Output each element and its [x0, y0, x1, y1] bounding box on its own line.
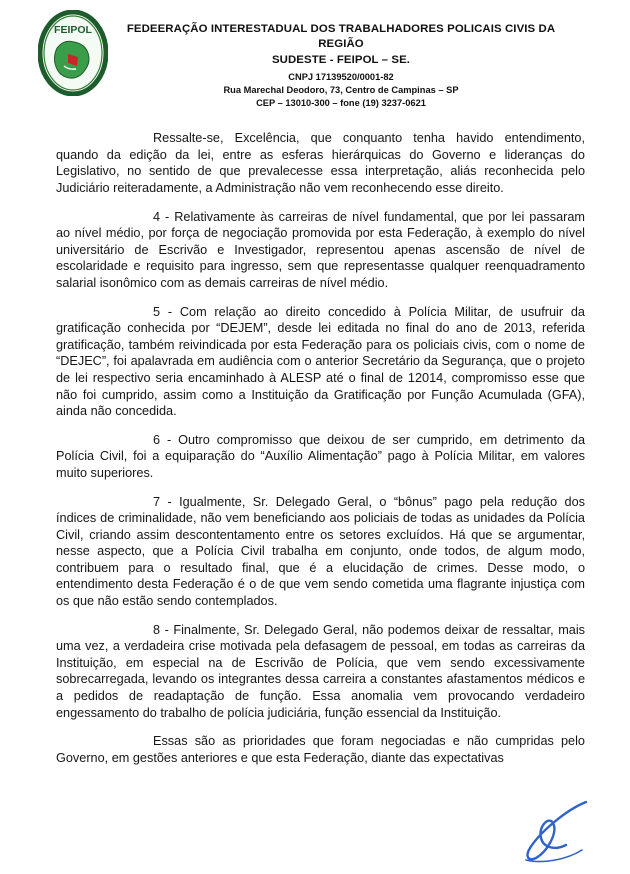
org-address: Rua Marechal Deodoro, 73, Centro de Campinas – SP — [223, 85, 459, 96]
paragraph-2: 4 - Relativamente às carreiras de nível fundamental, que por lei passaram ao nível médio, por força de negociação promovida por esta Federação, à exemplo do nível universitário de Escrivão e Investigador, representou apenas ascensão de nível de escolaridade e requisito para ingresso, sem que representasse qualquer reenquadramento salarial isonômico com as demais carreiras de nível médio. — [56, 209, 585, 290]
paragraph-7: Essas são as prioridades que foram negociadas e não cumpridas pelo Governo, em gestões anteriores e que esta Federação, diante das expectativas — [56, 734, 585, 765]
paragraph-6: 8 - Finalmente, Sr. Delegado Geral, não podemos deixar de ressaltar, mais uma vez, a verdadeira crise motivada pela defasagem de pessoal, em todas as carreiras da Instituição, em especial na de Escrivão de Polícia, que vem sendo excessivamente sobrecarregada, levando os integrantes dessa carreira a constantes afastamentos médicos e a pedidos de readaptação de função. Essa anomalia vem provocando verdadeiro engessamento do trabalho de polícia judiciária, função essencial da Instituição. — [56, 622, 585, 720]
paragraph-1: Ressalte-se, Excelência, que conquanto tenha havido entendimento, quando da edição da lei, entre as esferas hierárquicas do Governo e lideranças do Legislativo, no sentido de que prevalecesse essa interpretação, aliás reconhecida pelo Judiciário reiteradamente, a Administração não vem reconhecendo esse direito. — [56, 131, 585, 195]
paragraph-5: 7 - Igualmente, Sr. Delegado Geral, o “bônus” pago pela redução dos índices de criminalidade, não vem beneficiando aos policiais de todas as unidades da Polícia Civil, criando assim descontentamento entre os setores excluídos. Há que se argumentar, nesse aspecto, que a Polícia Civil trabalha em conjunto, onde todos, de algum modo, contribuem para o resultado final, que é a elucidação de crimes. Desse modo, o entendimento desta Federação é o de que vem sendo cometida uma flagrante injustiça com os que não estão sendo contemplados. — [56, 494, 585, 609]
header-text-block — [112, 8, 600, 110]
document-header — [0, 0, 630, 110]
org-cnpj: CNPJ 17139520/0001-82 — [288, 72, 394, 83]
signature — [482, 798, 602, 868]
feipol-logo-icon — [38, 10, 108, 96]
document-body — [0, 110, 630, 766]
signature-stroke-icon — [482, 798, 602, 868]
org-name-line2: SUDESTE - FEIPOL – SE. — [271, 53, 411, 66]
paragraph-4: 6 - Outro compromisso que deixou de ser cumprido, em detrimento da Polícia Civil, foi a equiparação do “Auxílio Alimentação” pago à Polícia Militar, em valores muito superiores. — [56, 432, 585, 480]
feipol-logo — [38, 8, 112, 101]
org-cep-phone: CEP – 13010-300 – fone (19) 3237-0621 — [256, 98, 426, 109]
logo-text: FEIPOL — [54, 24, 92, 36]
paragraph-3: 5 - Com relação ao direito concedido à Polícia Militar, de usufruir da gratificação conhecida por “DEJEM”, desde lei editada no final do ano de 2013, referida gratificação, também reivindicada por esta Federação para os policiais civis, com o nome de “DEJEC”, foi apalavrada em audiência com o anterior Secretário da Segurança, que o projeto de lei respectivo seria encaminhado à ALESP até o final de 12014, compromisso esse que não foi cumprido, assim como a Instituição da Gratificação por Função Acumulada (GFA), ainda não concedida. — [56, 304, 585, 419]
org-name-line1: FEDEERAÇÃO INTERESTADUAL DOS TRABALHADORES POLICAIS CIVIS DA REGIÃO — [126, 23, 556, 51]
